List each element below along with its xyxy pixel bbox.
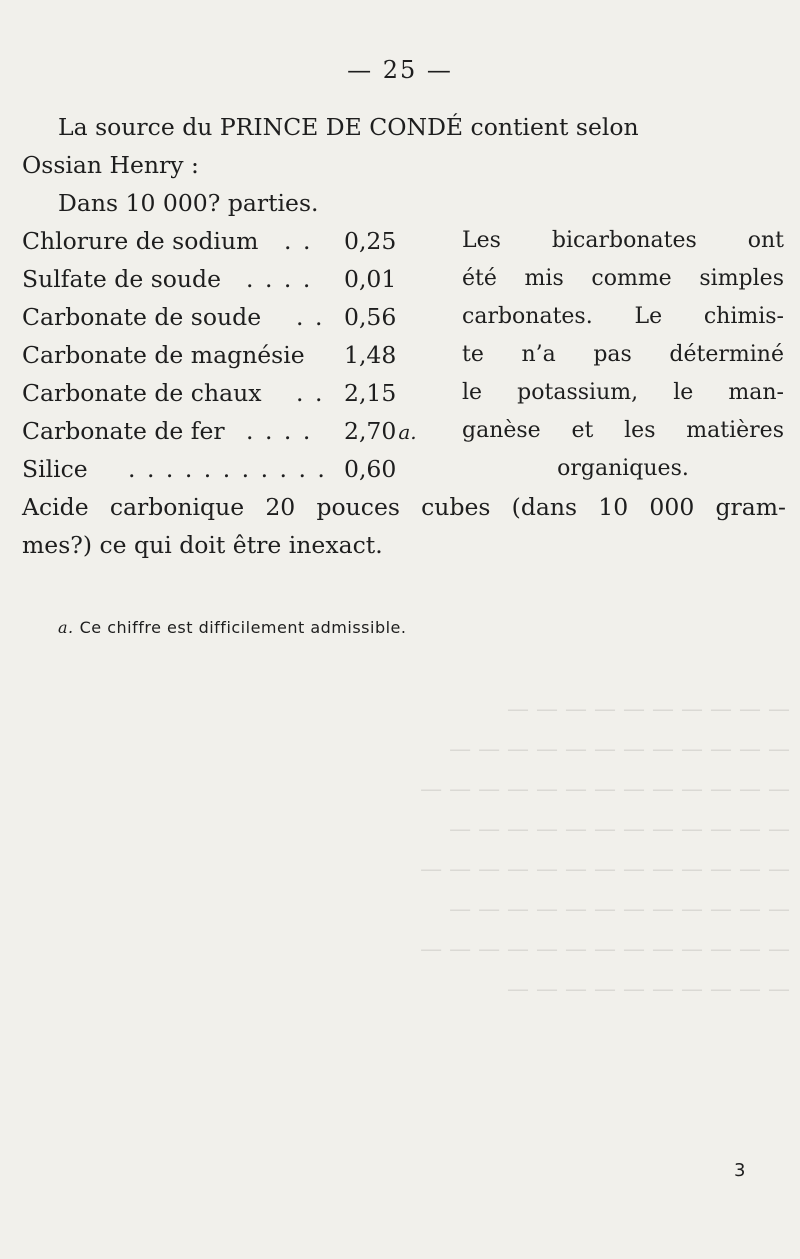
- side-note-line: ganèse et les matières: [462, 418, 784, 443]
- compound-name: Carbonate de soude: [22, 303, 262, 331]
- compound-value: 0,25: [344, 227, 397, 255]
- signature-number: 3: [734, 1160, 746, 1181]
- intro-line-1: La source du PRINCE DE CONDÉ contient selon: [58, 113, 639, 141]
- compound-name: Silice: [22, 455, 88, 483]
- table-row: [22, 454, 456, 484]
- table-row: [22, 226, 456, 256]
- side-note-line: te n’a pas déterminé: [462, 342, 784, 367]
- acid-line-1: Acide carbonique 20 pouces cubes (dans 10 000 gram-: [22, 493, 786, 521]
- page-number: — 25 —: [347, 56, 453, 84]
- side-note: [462, 226, 784, 492]
- compound-value: 1,48: [344, 341, 397, 369]
- leader-dots: . .: [296, 303, 325, 331]
- compound-name: Carbonate de fer: [22, 417, 225, 445]
- side-note-line: Les bicarbonates ont: [462, 228, 784, 253]
- table-row: [22, 416, 456, 446]
- compound-value: 0,56: [344, 303, 397, 331]
- table-row: [22, 302, 456, 332]
- footnote-marker: a.: [398, 420, 417, 444]
- leader-dots: . .: [296, 379, 325, 407]
- compound-value: 0,60: [344, 455, 397, 483]
- side-note-line: carbonates. Le chimis-: [462, 304, 784, 329]
- table-row: [22, 340, 456, 370]
- table-row: [22, 264, 456, 294]
- leader-dots: . . . .: [246, 265, 313, 293]
- leader-dots: . . . .: [246, 417, 313, 445]
- side-note-line: été mis comme simples: [462, 266, 784, 291]
- footnote-text: Ce chiffre est difficilement admissible.: [79, 618, 407, 637]
- leader-dots: . .: [284, 227, 313, 255]
- table-row: [22, 378, 456, 408]
- show-through-text: — — — — — — — — — — — — — — — — — — — — — — — — — — — — — — — — — — — — — — — — — — — — — — — — — — — — — — — — — — — — — — — — — — — — — — — — — — — — — — — — — — — — — — — — — — — — — — —: [420, 697, 790, 1002]
- acid-line-2: mes?) ce qui doit être inexact.: [22, 531, 383, 559]
- compound-name: Carbonate de magnésie: [22, 341, 305, 369]
- leader-dots: . . . . . . . . . . .: [128, 455, 327, 483]
- intro-line-3: Dans 10 000? parties.: [58, 189, 319, 217]
- compound-value: 2,70 a.: [344, 417, 417, 445]
- compound-name: Sulfate de soude: [22, 265, 221, 293]
- compound-value: 0,01: [344, 265, 397, 293]
- compound-value: 2,15: [344, 379, 397, 407]
- footnote: [58, 618, 406, 637]
- compound-name: Carbonate de chaux: [22, 379, 262, 407]
- compound-name: Chlorure de sodium: [22, 227, 259, 255]
- side-note-line: le potassium, le man-: [462, 380, 784, 405]
- footnote-marker: a.: [58, 618, 74, 637]
- intro-line-2: Ossian Henry :: [22, 151, 199, 179]
- side-note-line: organiques.: [557, 456, 689, 481]
